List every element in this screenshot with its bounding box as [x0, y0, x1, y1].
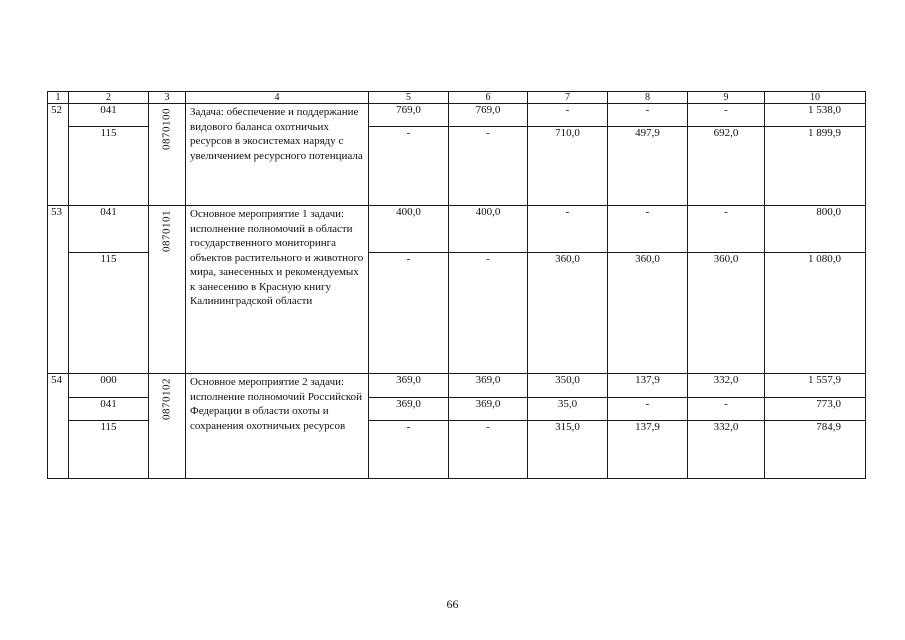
value-cell-6: - — [449, 127, 528, 206]
value-cell-9: - — [688, 104, 765, 127]
value-cell-7: 350,0 — [528, 374, 608, 398]
header-cell: 8 — [608, 92, 688, 104]
source-code-cell: 115 — [69, 127, 149, 206]
value-cell-7: - — [528, 104, 608, 127]
row-number-cell: 54 — [48, 374, 69, 479]
value-cell-10: 800,0 — [765, 206, 866, 253]
value-cell-9: - — [688, 398, 765, 421]
header-cell: 7 — [528, 92, 608, 104]
header-cell: 4 — [186, 92, 369, 104]
value-cell-8: - — [608, 206, 688, 253]
value-cell-7: 360,0 — [528, 253, 608, 374]
description-cell: Основное мероприятие 1 задачи: исполнение полномочий в области государственного мониторинга объектов растительного и животного мира, занесенных и рекомендуемых к занесению в Красную книгу Калининградской области — [186, 206, 369, 374]
header-cell: 3 — [149, 92, 186, 104]
value-cell-8: 137,9 — [608, 374, 688, 398]
value-cell-5: 369,0 — [369, 374, 449, 398]
kbk-code-cell — [149, 374, 186, 479]
value-cell-9: 692,0 — [688, 127, 765, 206]
value-cell-8: 497,9 — [608, 127, 688, 206]
kbk-code-cell — [149, 206, 186, 374]
value-cell-10: 773,0 — [765, 398, 866, 421]
value-cell-6: 769,0 — [449, 104, 528, 127]
value-cell-8: - — [608, 104, 688, 127]
header-cell: 2 — [69, 92, 149, 104]
row-number-cell: 52 — [48, 104, 69, 206]
value-cell-9: 332,0 — [688, 374, 765, 398]
header-cell: 6 — [449, 92, 528, 104]
source-code-cell: 041 — [69, 398, 149, 421]
source-code-cell: 041 — [69, 104, 149, 127]
description-cell: Задача: обеспечение и поддержание видового баланса охотничьих ресурсов в экосистемах наряду с увеличением ресурсного потенциала — [186, 104, 369, 206]
value-cell-10: 1 899,9 — [765, 127, 866, 206]
value-cell-10: 1 557,9 — [765, 374, 866, 398]
value-cell-7: - — [528, 206, 608, 253]
value-cell-9: - — [688, 206, 765, 253]
value-cell-6: 369,0 — [449, 398, 528, 421]
table-row — [48, 206, 866, 253]
kbk-code-text: 0870101 — [160, 210, 173, 252]
table-row — [48, 104, 866, 127]
value-cell-6: 400,0 — [449, 206, 528, 253]
value-cell-5: - — [369, 421, 449, 479]
description-cell: Основное мероприятие 2 задачи: исполнение полномочий Российской Федерации в области охоты и сохранения охотничьих ресурсов — [186, 374, 369, 479]
value-cell-9: 332,0 — [688, 421, 765, 479]
header-cell: 1 — [48, 92, 69, 104]
table-body — [48, 92, 866, 479]
row-number-cell: 53 — [48, 206, 69, 374]
value-cell-10: 784,9 — [765, 421, 866, 479]
value-cell-8: - — [608, 398, 688, 421]
value-cell-8: 360,0 — [608, 253, 688, 374]
value-cell-5: - — [369, 253, 449, 374]
kbk-code-cell — [149, 104, 186, 206]
value-cell-6: - — [449, 421, 528, 479]
value-cell-10: 1 080,0 — [765, 253, 866, 374]
value-cell-9: 360,0 — [688, 253, 765, 374]
source-code-cell: 041 — [69, 206, 149, 253]
header-cell: 10 — [765, 92, 866, 104]
header-cell: 5 — [369, 92, 449, 104]
value-cell-5: 369,0 — [369, 398, 449, 421]
value-cell-5: 400,0 — [369, 206, 449, 253]
kbk-code-text: 0870100 — [160, 108, 173, 150]
value-cell-7: 35,0 — [528, 398, 608, 421]
page-number: 66 — [446, 597, 459, 611]
source-code-cell: 000 — [69, 374, 149, 398]
source-code-cell: 115 — [69, 253, 149, 374]
value-cell-8: 137,9 — [608, 421, 688, 479]
value-cell-7: 710,0 — [528, 127, 608, 206]
value-cell-7: 315,0 — [528, 421, 608, 479]
kbk-code-text: 0870102 — [160, 378, 173, 420]
table-header-row — [48, 92, 866, 104]
source-code-cell: 115 — [69, 421, 149, 479]
value-cell-10: 1 538,0 — [765, 104, 866, 127]
value-cell-5: 769,0 — [369, 104, 449, 127]
table-row — [48, 374, 866, 398]
value-cell-5: - — [369, 127, 449, 206]
budget-table — [47, 91, 866, 479]
value-cell-6: - — [449, 253, 528, 374]
value-cell-6: 369,0 — [449, 374, 528, 398]
header-cell: 9 — [688, 92, 765, 104]
